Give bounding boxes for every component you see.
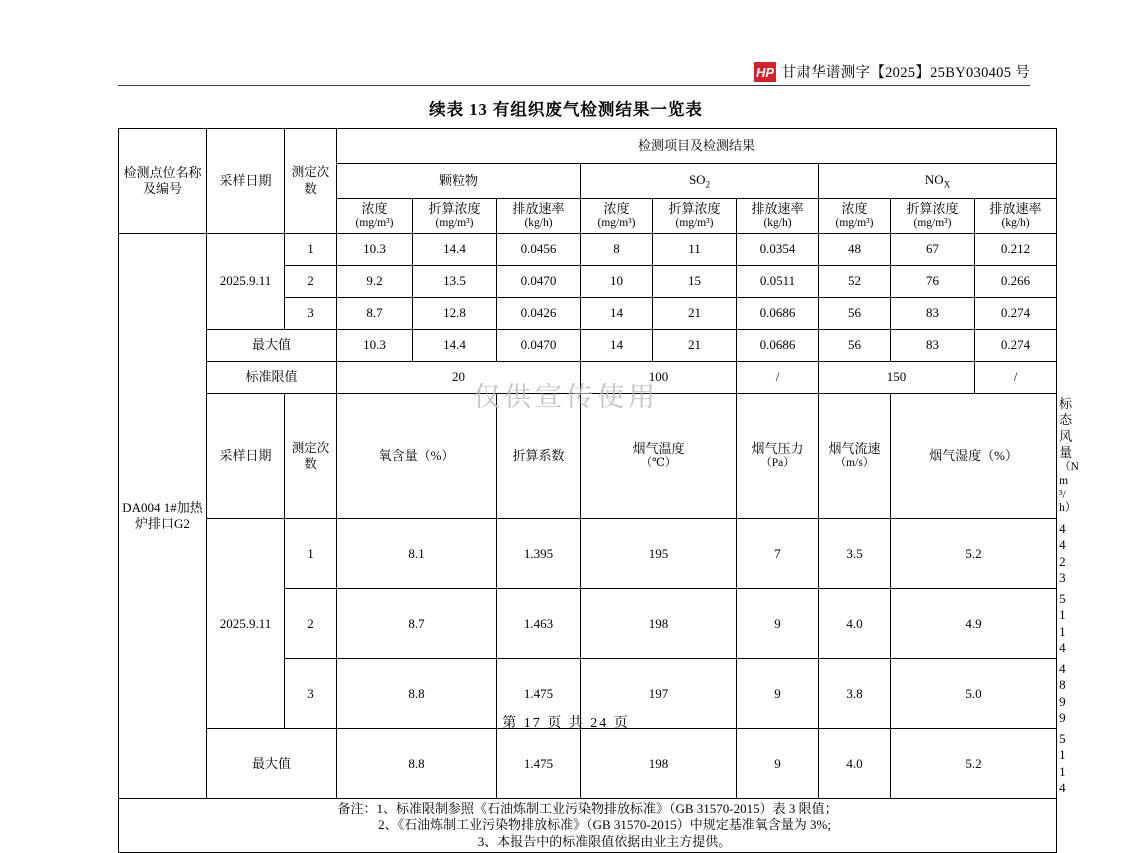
- cell-so2-rate: 0.0511: [737, 266, 819, 298]
- notes-cell: [119, 799, 1057, 853]
- header2-measure-count: 测定次数: [285, 394, 337, 519]
- cell-so2-conv: 15: [653, 266, 737, 298]
- page-title: 续表 13 有组织废气检测结果一览表: [429, 100, 703, 119]
- cell-limit-nox-rate: /: [975, 362, 1057, 394]
- table2-row-max: 最大值 8.8 1.475 198 9 4.0 5.2 5114: [119, 729, 1057, 799]
- header2-velocity: 烟气流速 （m/s）: [819, 394, 891, 519]
- cell2-o2: 8.8: [337, 659, 497, 729]
- cell2-humidity-max: 5.2: [891, 729, 1057, 799]
- cell-limit-so2: 100: [581, 362, 737, 394]
- cell-measure-no: 3: [285, 298, 337, 330]
- header2-factor: 折算系数: [497, 394, 581, 519]
- cell2-temp: 198: [581, 589, 737, 659]
- header2-humidity: 烟气湿度（%）: [891, 394, 1057, 519]
- header-pm-conv: 折算浓度 (mg/m³): [413, 199, 497, 234]
- cell2-measure-no: 1: [285, 519, 337, 589]
- cell-pm-rate: 0.0456: [497, 234, 581, 266]
- cell-so2-conc-max: 14: [581, 330, 653, 362]
- cell2-temp: 195: [581, 519, 737, 589]
- table2-row: 3 8.8 1.475 197 9 3.8 5.0 4899: [119, 659, 1057, 729]
- table2-row: 2 8.7 1.463 198 9 4.0 4.9 5114: [119, 589, 1057, 659]
- cell2-velocity: 3.8: [819, 659, 891, 729]
- header-so2-conc: 浓度 (mg/m³): [581, 199, 653, 234]
- page-header: [118, 52, 1030, 86]
- emission-results-table: [118, 128, 1079, 853]
- header-nox-rate: 排放速率 (kg/h): [975, 199, 1057, 234]
- cell-pm-conc: 10.3: [337, 234, 413, 266]
- header-nox-conc: 浓度 (mg/m³): [819, 199, 891, 234]
- cell-nox-rate-max: 0.274: [975, 330, 1057, 362]
- header2-sample-date: 采样日期: [207, 394, 285, 519]
- cell2-factor-max: 1.475: [497, 729, 581, 799]
- svg-text:HP: HP: [755, 64, 774, 80]
- cell-nox-rate: 0.266: [975, 266, 1057, 298]
- cell2-pressure: 9: [737, 589, 819, 659]
- cell-nox-conc: 48: [819, 234, 891, 266]
- cell2-humidity: 4.9: [891, 589, 1057, 659]
- cell-pm-rate: 0.0426: [497, 298, 581, 330]
- cell-so2-rate-max: 0.0686: [737, 330, 819, 362]
- cell-so2-rate: 0.0354: [737, 234, 819, 266]
- cell-nox-conv: 76: [891, 266, 975, 298]
- table-row-limit: [119, 362, 1057, 394]
- cell-pm-conc: 8.7: [337, 298, 413, 330]
- note-line-1: 备注：1、标准限制参照《石油炼制工业污染物排放标准》（GB 31570-2015）表 3 限值；: [337, 801, 838, 817]
- label-standard-limit: 标准限值: [207, 362, 337, 394]
- header-pm: 颗粒物: [337, 164, 581, 199]
- header-items-results: 检测项目及检测结果: [337, 129, 1057, 164]
- cell-pm-conv: 12.8: [413, 298, 497, 330]
- cell2-pressure: 9: [737, 659, 819, 729]
- cell2-o2: 8.7: [337, 589, 497, 659]
- cell-so2-conc: 10: [581, 266, 653, 298]
- cell-nox-conv: 83: [891, 298, 975, 330]
- header2-temp: 烟气温度 （℃）: [581, 394, 737, 519]
- table-notes-row: [119, 799, 1057, 853]
- cell2-sample-date: 2025.9.11: [207, 519, 285, 729]
- cell2-velocity: 4.0: [819, 589, 891, 659]
- cell2-pressure-max: 9: [737, 729, 819, 799]
- table2-row: 2025.9.11 1 8.1 1.395 195 7 3.5 5.2 4423: [119, 519, 1057, 589]
- header-measure-count: 测定次数: [285, 129, 337, 234]
- document-code: 甘肃华谱测字【2025】25BY030405 号: [781, 65, 1030, 81]
- cell-nox-rate: 0.274: [975, 298, 1057, 330]
- header-so2-conv: 折算浓度 (mg/m³): [653, 199, 737, 234]
- header-so2: $SO_2$: [581, 164, 819, 199]
- cell-nox-conc-max: 56: [819, 330, 891, 362]
- page-footer: 第 17 页 共 24 页: [502, 716, 630, 731]
- note-line-3: 3、本报告中的标准限值依据由业主方提供。: [477, 833, 732, 849]
- cell2-o2-max: 8.8: [337, 729, 497, 799]
- cell2-temp-max: 198: [581, 729, 737, 799]
- cell2-velocity-max: 4.0: [819, 729, 891, 799]
- cell-point-name: DA004 1#加热炉排口G2: [119, 234, 207, 799]
- cell2-temp: 197: [581, 659, 737, 729]
- cell-so2-conv-max: 21: [653, 330, 737, 362]
- header2-pressure: 烟气压力 （Pa）: [737, 394, 819, 519]
- header-nox-conv: 折算浓度 (mg/m³): [891, 199, 975, 234]
- cell-pm-rate: 0.0470: [497, 266, 581, 298]
- cell-pm-conv: 13.5: [413, 266, 497, 298]
- cell-pm-conv: 14.4: [413, 234, 497, 266]
- cell-limit-pm: 20: [337, 362, 581, 394]
- header2-o2: 氧含量（%）: [337, 394, 497, 519]
- table-header-row-1: [119, 129, 1057, 164]
- cell-pm-conv-max: 14.4: [413, 330, 497, 362]
- table2-header-row: 采样日期 测定次数 氧含量（%） 折算系数 烟气温度 （℃） 烟气压力 （Pa） 烟气流速 （m/s） 烟气湿度（%） 标态风量 （Nm³/h）: [119, 394, 1057, 519]
- cell-so2-rate: 0.0686: [737, 298, 819, 330]
- note-line-2: 2、《石油炼制工业污染物排放标准》（GB 31570-2015）中规定基准氧含量为 3%;: [378, 817, 831, 833]
- watermark: 仅供宣传使用: [473, 382, 659, 412]
- cell-nox-conc: 52: [819, 266, 891, 298]
- header-point-name: 检测点位名称及编号: [119, 129, 207, 234]
- cell-limit-so2-rate: /: [737, 362, 819, 394]
- cell-so2-conc: 8: [581, 234, 653, 266]
- cell2-factor: 1.463: [497, 589, 581, 659]
- header-inner: [754, 61, 1030, 85]
- cell2-humidity: 5.0: [891, 659, 1057, 729]
- label-max-value: 最大值: [207, 330, 337, 362]
- cell-nox-conv-max: 83: [891, 330, 975, 362]
- label2-max-value: 最大值: [207, 729, 337, 799]
- cell-measure-no: 2: [285, 266, 337, 298]
- cell2-pressure: 7: [737, 519, 819, 589]
- cell2-o2: 8.1: [337, 519, 497, 589]
- header-pm-rate: 排放速率 (kg/h): [497, 199, 581, 234]
- cell-so2-conv: 21: [653, 298, 737, 330]
- cell2-measure-no: 2: [285, 589, 337, 659]
- cell-measure-no: 1: [285, 234, 337, 266]
- cell-nox-conc: 56: [819, 298, 891, 330]
- cell-pm-conc-max: 10.3: [337, 330, 413, 362]
- cell-sample-date: 2025.9.11: [207, 234, 285, 330]
- cell-pm-rate-max: 0.0470: [497, 330, 581, 362]
- table-row: [119, 234, 1057, 266]
- cell-so2-conv: 11: [653, 234, 737, 266]
- cell-nox-rate: 0.212: [975, 234, 1057, 266]
- cell2-velocity: 3.5: [819, 519, 891, 589]
- header-pm-conc: 浓度 (mg/m³): [337, 199, 413, 234]
- cell2-factor: 1.395: [497, 519, 581, 589]
- cell2-humidity: 5.2: [891, 519, 1057, 589]
- cell2-factor: 1.475: [497, 659, 581, 729]
- table-row-max: [119, 330, 1057, 362]
- hp-logo-icon: [754, 62, 776, 82]
- cell-so2-conc: 14: [581, 298, 653, 330]
- header-so2-rate: 排放速率 (kg/h): [737, 199, 819, 234]
- cell-nox-conv: 67: [891, 234, 975, 266]
- cell-limit-nox: 150: [819, 362, 975, 394]
- header-sample-date: 采样日期: [207, 129, 285, 234]
- cell-pm-conc: 9.2: [337, 266, 413, 298]
- header-nox: $NO_X$: [819, 164, 1057, 199]
- cell2-measure-no: 3: [285, 659, 337, 729]
